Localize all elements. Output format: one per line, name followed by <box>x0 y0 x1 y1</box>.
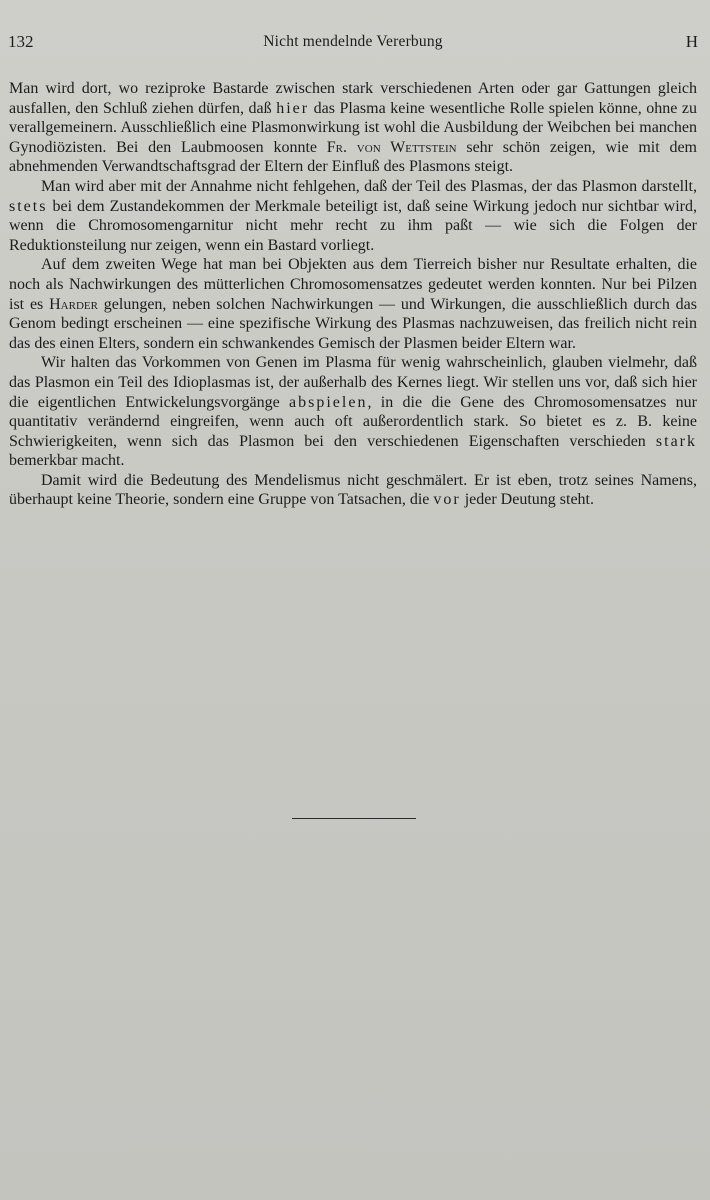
paragraph-4 <box>9 353 697 471</box>
spaced-emphasis: stets <box>9 197 48 215</box>
paragraph-3 <box>9 255 697 353</box>
text-run: bemerkbar macht. <box>9 452 125 470</box>
author-name: Fr. von Wettstein <box>326 138 457 156</box>
text-run: Man wird aber mit der Annahme nicht fehlgehen, daß der Teil des Plasmas, der das Plasmon darstellt, <box>41 177 697 195</box>
section-end-rule <box>292 818 416 819</box>
text-run: bei dem Zustandekommen der Merkmale beteiligt ist, daß seine Wirkung jedoch nur sichtbar wird, wenn die Chromosomengarnitur nicht mehr recht zu ihm paßt — wie sich die Folgen der Reduktionsteilung nur zeigen, wenn ein Bastard vorliegt. <box>9 197 697 254</box>
page-header <box>8 32 698 54</box>
spaced-emphasis: abspielen <box>289 393 368 411</box>
running-title: Nicht mendelnde Vererbung <box>263 33 443 50</box>
text-run: jeder Deutung steht. <box>460 491 594 509</box>
spaced-emphasis: hier <box>276 99 310 117</box>
author-name: Harder <box>49 295 98 313</box>
paragraph-1 <box>9 79 697 177</box>
signature-letter: H <box>685 32 698 51</box>
text-run: sehr schön zeigen, wie mit dem abnehmenden Verwandtschaftsgrad der Eltern der Einfluß des Plasmons steigt. <box>9 138 698 176</box>
paragraph-2 <box>9 177 697 255</box>
text-run: Auf dem zweiten Wege hat man bei Objekten aus dem Tierreich bisher nur Resultate erhalten, die noch als Nachwirkungen des mütterlichen Chromosomensatzes gedeutet werden konnten. Nur bei Pilzen ist es <box>9 256 697 313</box>
page-number: 132 <box>8 32 34 51</box>
paragraph-5 <box>9 471 697 510</box>
spaced-emphasis: vor <box>433 491 461 509</box>
body-text <box>9 79 697 510</box>
text-run: das Plasma keine wesentliche Rolle spielen könne, ohne zu verallgemeinern. Ausschließlich eine Plasmonwirkung ist wohl die Ausbildung der Weibchen bei manchen Gynodiözisten. Bei den Laubmoosen konnte <box>9 99 697 156</box>
spaced-emphasis: stark <box>655 432 697 450</box>
text-run: gelungen, neben solchen Nachwirkungen — und Wirkungen, die ausschließlich durch das Genom bedingt erscheinen — eine spezifische Wirkung des Plasmas nachzuweisen, das freilich nicht rein das des einen Elters, sondern ein schwankendes Gemisch der Plasmen beider Eltern war. <box>9 295 697 352</box>
text-run: Damit wird die Bedeutung des Mendelismus nicht geschmälert. Er ist eben, trotz seines Namens, überhaupt keine Theorie, sondern eine Gruppe von Tatsachen, die <box>9 471 697 509</box>
text-run: , in die die Gene des Chromosomensatzes nur quantitativ verändernd eingreifen, wenn auch oft außerordentlich stark. So bietet es z. B. keine Schwierigkeiten, wenn sich das Plasmon bei den verschiedenen Eigenschaften verschieden <box>9 393 697 450</box>
text-run: Wir halten das Vorkommen von Genen im Plasma für wenig wahrscheinlich, glauben vielmehr, daß das Plasmon ein Teil des Idioplasmas ist, der außerhalb des Kernes liegt. Wir stellen uns vor, daß sich hier die eigentlichen Entwickelungsvorgänge <box>9 354 697 411</box>
text-run: Man wird dort, wo reziproke Bastarde zwischen stark verschiedenen Arten oder gar Gattungen gleich ausfallen, den Schluß ziehen dürfen, daß <box>9 80 697 117</box>
